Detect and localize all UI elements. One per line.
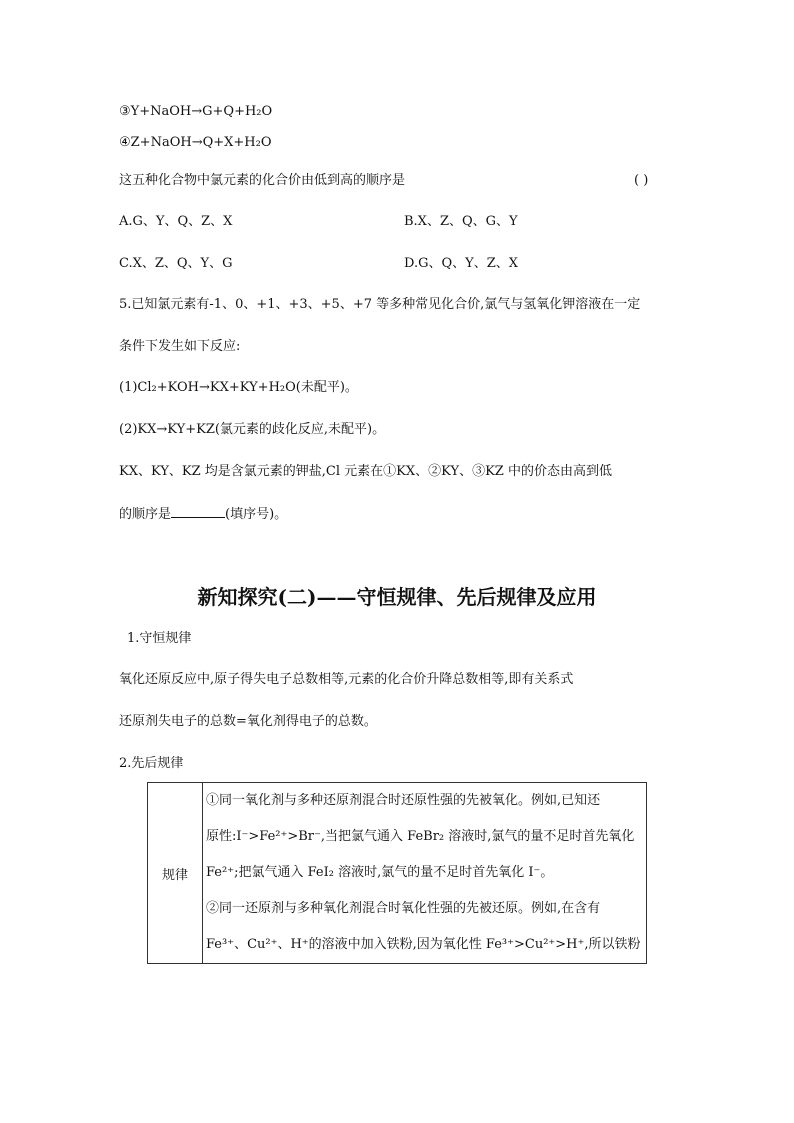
heading-conservation-rule: 1.守恒规律 <box>127 631 192 646</box>
table-line-4: ②同一还原剂与多种氧化剂混合时氧化性强的先被还原。例如,在含有 <box>206 901 601 916</box>
reaction-4: ④Z+NaOH→Q+X+H₂O <box>119 135 272 150</box>
table-line-1: ①同一氧化剂与多种还原剂混合时还原性强的先被氧化。例如,已知还 <box>206 793 601 808</box>
heading-priority-rule: 2.先后规律 <box>119 756 184 771</box>
conservation-rule-text-2: 还原剂失电子的总数=氧化剂得电子的总数。 <box>119 714 377 729</box>
q5-line-2: 条件下发生如下反应: <box>119 339 241 354</box>
rules-table <box>147 782 647 964</box>
option-b: B.X、Z、Q、G、Y <box>404 214 518 229</box>
table-content-cell <box>203 783 647 964</box>
q5-equation-2: (2)KX→KY+KZ(氯元素的歧化反应,未配平)。 <box>119 422 386 437</box>
q5-line-3: KX、KY、KZ 均是含氯元素的钾盐,Cl 元素在①KX、②KY、③KZ 中的价态由高到低 <box>119 464 612 479</box>
table-line-5: Fe³⁺、Cu²⁺、H⁺的溶液中加入铁粉,因为氧化性 Fe³⁺>Cu²⁺>H⁺,所以铁粉 <box>206 937 641 952</box>
section-title: 新知探究(二)——守恒规律、先后规律及应用 <box>197 585 597 609</box>
table-line-3: Fe²⁺;把氯气通入 FeI₂ 溶液时,氯气的量不足时首先氧化 I⁻。 <box>206 865 554 880</box>
table-row <box>148 783 647 964</box>
answer-parentheses: ( ) <box>634 173 649 188</box>
conservation-rule-text-1: 氧化还原反应中,原子得失电子总数相等,元素的化合价升降总数相等,即有关系式 <box>119 672 574 687</box>
q5-line-1: 5.已知氯元素有-1、0、+1、+3、+5、+7 等多种常见化合价,氯气与氢氧化钾溶液在一定 <box>119 297 641 312</box>
reaction-3: ③Y+NaOH→G+Q+H₂O <box>119 104 273 119</box>
option-a: A.G、Y、Q、Z、X <box>119 214 233 229</box>
q5-line-4-suffix: (填序号)。 <box>225 507 288 522</box>
question-stem: 这五种化合物中氯元素的化合价由低到高的顺序是 <box>119 173 406 188</box>
q5-equation-1: (1)Cl₂+KOH→KX+KY+H₂O(未配平)。 <box>119 380 358 395</box>
option-d: D.G、Q、Y、Z、X <box>404 256 519 271</box>
answer-blank[interactable] <box>171 505 225 518</box>
option-c: C.X、Z、Q、Y、G <box>119 256 233 271</box>
table-line-2: 原性:I⁻>Fe²⁺>Br⁻,当把氯气通入 FeBr₂ 溶液时,氯气的量不足时首先氧化 <box>206 829 635 844</box>
table-header-cell: 规律 <box>148 783 203 964</box>
q5-line-4-prefix: 的顺序是 <box>119 507 172 522</box>
q5-line-4 <box>119 505 287 524</box>
